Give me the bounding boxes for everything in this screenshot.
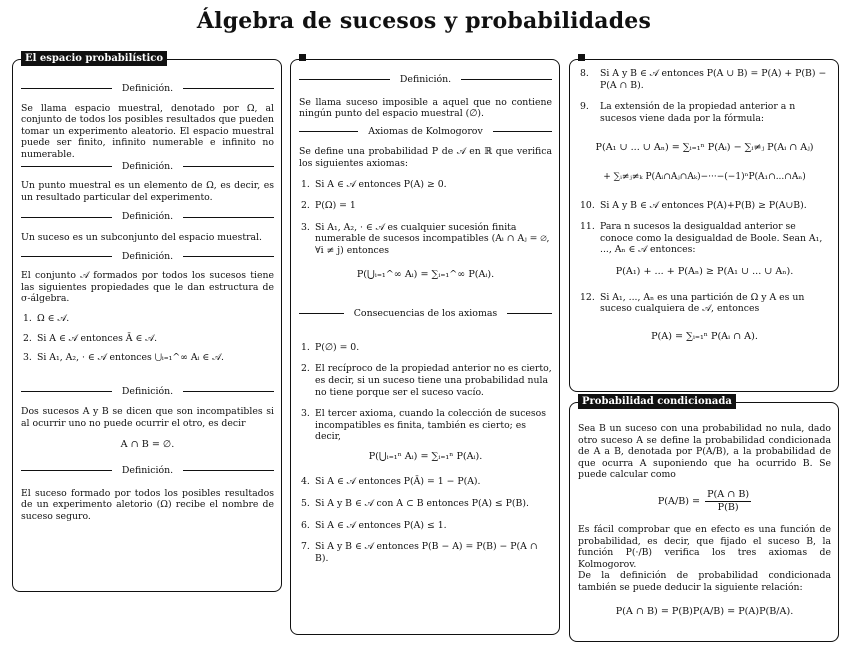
page-title: Álgebra de sucesos y probabilidades	[196, 8, 652, 34]
definition-heading: Definición.	[21, 211, 274, 223]
list-item: 3. Si A₁, A₂, · ∈ 𝒜 entonces ⋃ᵢ₌₁^∞ Aᵢ ∈ 𝒜.	[23, 352, 224, 364]
eq-inclusion-exclusion-1: P(A₁ ∪ ... ∪ Aₙ) = ∑ᵢ₌₁ⁿ P(Aᵢ) − ∑ᵢ≠ⱼ P(Aᵢ ∩ Aⱼ)	[595, 142, 814, 154]
panel-content	[578, 68, 831, 342]
definition-heading: Definición.	[21, 465, 274, 477]
def-espacio-muestral: Se llama espacio muestral, denotado por Ω, al conjunto de todos los posibles resultados que pueden tomar un experimento aleatorio. El espacio muestral puede ser finito, infinito numerable e infinito no numerable.	[21, 102, 274, 160]
definition-heading: Definición.	[21, 161, 274, 173]
cond-definition: Sea B un suceso con una probabilidad no nula, dado otro suceso A se define la probabilidad condicionada de A a B, denotada por P(A/B), a la probabilidad de que ocurra A suponiendo que ha ocurrido B. Se puede calcular como	[578, 423, 831, 481]
properties-list-cont	[578, 200, 831, 256]
panel-marker	[299, 54, 306, 61]
definition-heading: Definición.	[21, 386, 274, 398]
list-item: 12. Si A₁, ..., Aₙ es una partición de Ω y A es un suceso cualquiera de 𝒜, entonces	[580, 291, 805, 315]
def-suceso-seguro: El suceso formado por todos los posibles resultados de un experimento aletorio (Ω) recibe el nombre de suceso seguro.	[21, 487, 274, 522]
probabilidad-condicionada-panel	[569, 396, 839, 642]
properties-list	[578, 68, 831, 124]
list-item: 1. Ω ∈ 𝒜.	[23, 312, 70, 324]
definition-heading: Definición.	[21, 83, 274, 95]
espacio-probabilistico-panel	[12, 53, 282, 592]
def-suceso-imposible: Se llama suceso imposible a aquel que no contiene ningún punto del espacio muestral (∅).	[299, 96, 552, 120]
cond-equation: P(A/B) = $\frac{P(A \cap B)}{P(B)}$	[657, 488, 750, 513]
list-item: 2. Si A ∈ 𝒜 entonces Ā ∈ 𝒜.	[23, 332, 158, 344]
axiomas-heading: Axiomas de Kolmogorov	[299, 126, 552, 138]
list-item: 7. Si A y B ∈ 𝒜 entonces P(B − A) = P(B) − P(A ∩ B).	[301, 541, 538, 564]
axiomas-intro: Se define una probabilidad P de 𝒜 en ℝ que verifica los siguientes axiomas:	[299, 146, 552, 169]
panel-content	[578, 423, 831, 617]
list-item: 10. Si A y B ∈ 𝒜 entonces P(A)+P(B) ≥ P(A∪B).	[580, 199, 807, 211]
definition-heading: Definición.	[299, 74, 552, 86]
axioms-list	[299, 179, 552, 257]
panel-content	[299, 74, 552, 564]
list-item: 8. Si A y B ∈ 𝒜 entonces P(A ∪ B) = P(A) + P(B) − P(A ∩ B).	[580, 68, 827, 91]
list-item: 3. Si A₁, A₂, · ∈ 𝒜 es cualquier sucesión finita numerable de sucesos incompatibles (Aᵢ ∩ Aⱼ = ∅, ∀i ≠ j) entonces	[301, 221, 550, 256]
list-item: 11. Para n sucesos la desigualdad anterior se conoce como la desigualdad de Boole. Sean A₁, ..., Aₙ ∈ 𝒜 entonces:	[580, 221, 823, 256]
panel-tag: El espacio probabilístico	[21, 51, 167, 66]
axiom3-equation: P(⋃ᵢ₌₁^∞ Aᵢ) = ∑ᵢ₌₁^∞ P(Aᵢ).	[356, 268, 495, 280]
consequences-list-cont	[299, 476, 552, 564]
panel-content	[21, 83, 274, 522]
consequences-list	[299, 342, 552, 443]
def-suceso: Un suceso es un subconjunto del espacio muestral.	[21, 231, 262, 243]
list-item: 1. P(∅) = 0.	[301, 341, 360, 353]
def-punto-muestral: Un punto muestral es un elemento de Ω, es decir, es un resultado particular del experimento.	[21, 180, 274, 203]
list-item: 5. Si A y B ∈ 𝒜 con A ⊂ B entonces P(A) ≤ P(B).	[301, 498, 529, 510]
cond-relation-intro: De la definición de probabilidad condicionada también se puede deducir la siguiente relación:	[578, 570, 831, 593]
list-item: 3. El tercer axioma, cuando la colección de sucesos incompatibles es finita, también es cierto; es decir,	[301, 408, 547, 443]
definition-heading: Definición.	[21, 251, 274, 263]
cond-relation-equation: P(A ∩ B) = P(B)P(A/B) = P(A)P(B/A).	[615, 605, 794, 617]
list-item: 6. Si A ∈ 𝒜 entonces P(A) ≤ 1.	[301, 519, 447, 531]
list-item: 4. Si A ∈ 𝒜 entonces P(Ā) = 1 − P(A).	[301, 476, 481, 488]
cons3-equation: P(⋃ᵢ₌₁ⁿ Aᵢ) = ∑ᵢ₌₁ⁿ P(Aᵢ).	[368, 450, 483, 462]
consecuencias-heading: Consecuencias de los axiomas	[299, 308, 552, 320]
def-sigma-algebra: El conjunto 𝒜 formados por todos los sucesos tiene las siguientes propiedades que le dan estructura de σ-álgebra.	[21, 270, 274, 305]
panel-tag: Probabilidad condicionada	[578, 394, 736, 409]
def-incompatibles: Dos sucesos A y B se dicen que son incompatibles si al ocurrir uno no puede ocurrir el otro, es decir	[21, 406, 274, 429]
list-item: 2. El recíproco de la propiedad anterior no es cierto, es decir, si un suceso tiene una probabilidad nula no tiene porque ser el suceso vacío.	[301, 363, 552, 398]
sigma-algebra-list	[21, 313, 274, 364]
list-item: 2. P(Ω) = 1	[301, 200, 356, 212]
list-item: 9. La extensión de la propiedad anterior a n sucesos viene dada por la fórmula:	[580, 101, 796, 124]
propiedades-panel	[569, 59, 839, 392]
eq-particion: P(A) = ∑ᵢ₌₁ⁿ P(Aᵢ ∩ A).	[651, 330, 758, 342]
axiomas-panel	[290, 59, 560, 635]
incompatibles-equation: A ∩ B = ∅.	[120, 439, 175, 451]
cond-kolmogorov: Es fácil comprobar que en efecto es una función de probabilidad, es decir, que fijado el suceso B, la función P(·/B) verifica los tres axiomas de Kolmogorov.	[578, 523, 831, 570]
properties-list-end	[578, 292, 831, 315]
list-item: 1. Si A ∈ 𝒜 entonces P(A) ≥ 0.	[301, 178, 447, 190]
panel-marker	[578, 54, 585, 61]
fraction: $\frac{P(A \cap B)}{P(B)}$	[707, 488, 750, 513]
eq-boole: P(A₁) + ... + P(Aₙ) ≥ P(A₁ ∪ ... ∪ Aₙ).	[615, 265, 794, 277]
eq-inclusion-exclusion-2: + ∑ᵢ≠ⱼ≠ₖ P(Aᵢ∩Aⱼ∩Aₖ)−···−(−1)ⁿP(A₁∩...∩Aₙ)	[603, 171, 806, 182]
